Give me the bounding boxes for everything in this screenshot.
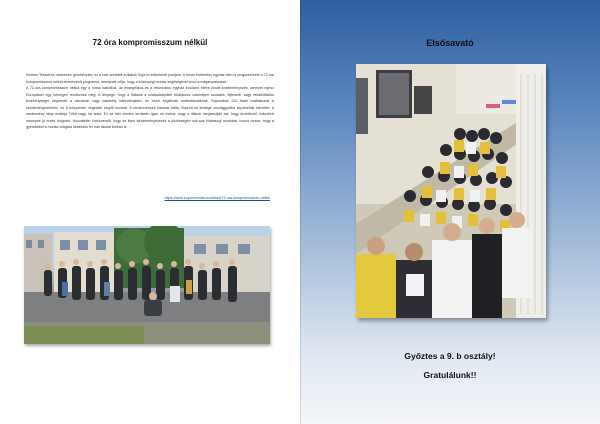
article-title: 72 óra kompromisszum nélkül xyxy=(92,38,208,47)
right-title: Elsősavató xyxy=(426,38,474,48)
stairs-photo-art xyxy=(356,64,546,318)
winner-text: Győztes a 9. b osztály! xyxy=(404,351,496,361)
stairs-photo xyxy=(356,64,546,318)
source-link[interactable]: https://www.sopronmedia.hu/cikkek/72-ora-kompromisszum-nelkul xyxy=(164,196,270,200)
congrats-text: Gratulálunk!! xyxy=(423,370,477,380)
article-paragraph-2: A 72 óra kompromisszum nélkül egy a római katolikus, az evangélikus és a református egyház közösen életre hívott kezdeményezés, amelyet egész Európában egy hétvégén rendeznek meg. A lényege, hogy a fiatalok a szabadidejüket feláldozva valamilyen szociális, fejlesztő, vagy rehabilitációs tevékenységet végeznek a városban vagy valamely intézményben, és ezzel segítenek embertársaiknak. Sopronban 210 fiatal csatlakozott a kezdeményezéshez, és 8 helyszínen végeztek segítő munkát. A rendezvényen Banzas Attila, Sopron és térsége országgyűlési képviselője kiemelte: a rendezvény ideje mottója Több vagy, ha adsz. Ez az élet minden területén igaz, és fontos, hogy a diákok megtanulják azt, hogy önzetlenül, másokért mennyire jó érzés dolgozni. Hozzátette: üdvözlendő, hogy az ilyen kezdeményezések a közösségért sok-sok Kisbaszgi munkára, hozzá fontos, hogy a gyerekeket a munka világára készítsük fel már iskolai korban is. xyxy=(26,86,274,129)
group-photo-art xyxy=(24,226,270,344)
article-paragraph-1: Kedves Testvérek, kedvesek gerebényiek, ez a heti szeletelt a diákok Sopron különböző pontjain. A hírom történelmi egyház idén is megszervezte a 72 óra kompromisszum nélkül elnevezésű programot, amelynek célja, hogy a közösségi munka segítségével tenni a magánytalankat. xyxy=(26,73,274,84)
article-body xyxy=(26,72,274,131)
group-photo xyxy=(24,226,270,344)
